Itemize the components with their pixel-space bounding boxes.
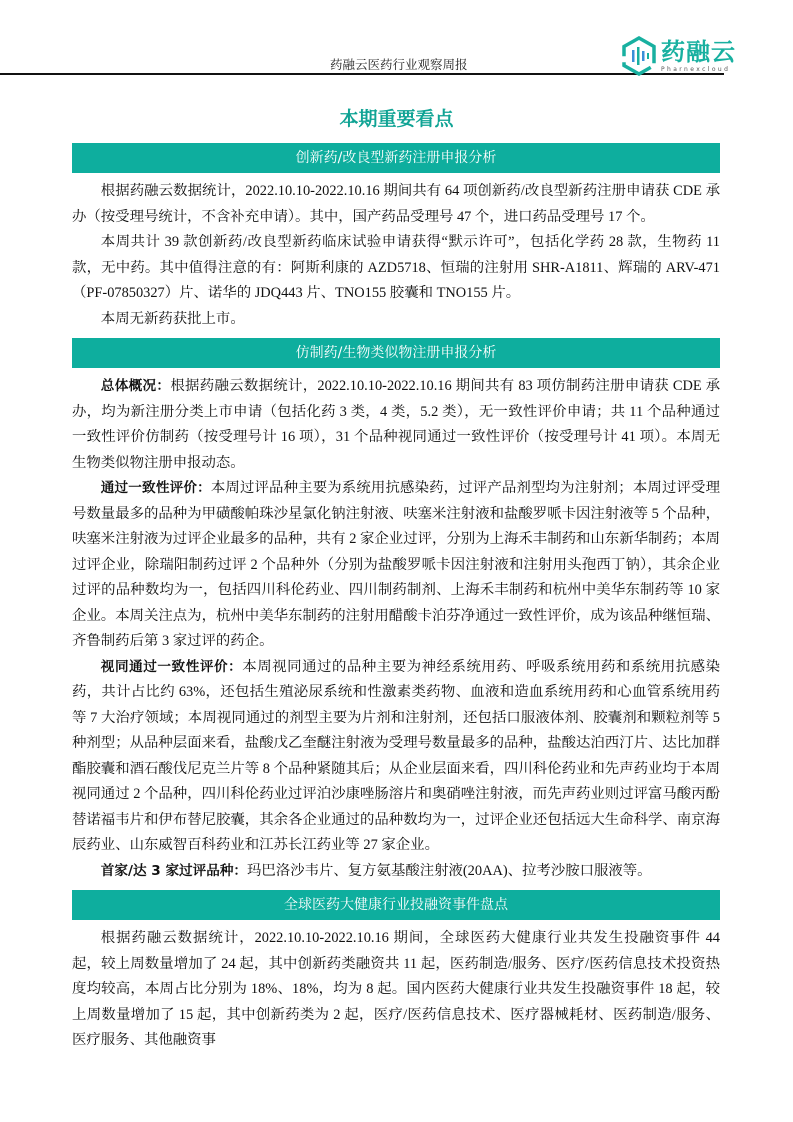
report-body xyxy=(72,143,720,1060)
section-heading: 全球医药大健康行业投融资事件盘点 xyxy=(72,890,720,920)
logo-name: 药融云 xyxy=(661,38,736,66)
paragraph-lead: 首家/达 3 家过评品种： xyxy=(100,862,248,879)
paragraph-text: 根据药融云数据统计，2022.10.10-2022.10.16 期间共有 83 项仿制药注册申请获 CDE 承办，均为新注册分类上市申请（包括化药 3 类，4 类，5.2 类），无一致性评价申请；共 11 个品种通过一致性评价仿制药（按受理号计 16 项），31 个品种视同通过一致性评价（按受理号计 41 项）。本周无生物类似物注册申报动态。 xyxy=(72,378,720,471)
section-innovative-drugs xyxy=(72,143,720,332)
section-heading: 创新药/改良型新药注册申报分析 xyxy=(72,143,720,173)
brand-logo xyxy=(621,36,736,76)
paragraph-text: 本周视同通过的品种主要为神经系统用药、呼吸系统用药和系统用抗感染药，共计占比约 63%，还包括生殖泌尿系统和性激素类药物、血液和造血系统用药和心血管系统用药等 7 大治疗领域；本周视同通过的剂型主要为片剂和注射剂，还包括口服液体剂、胶囊剂和颗粒剂等 5 种剂型；从品种层面来看，盐酸戊乙奎醚注射液为受理号数量最多的品种，盐酸达泊西汀片、达比加群酯胶囊和酒石酸伐尼克兰片等 8 个品种紧随其后；从企业层面来看，四川科伦药业和先声药业均于本周视同通过 2 个品种，四川科伦药业过评泊沙康唑肠溶片和奥硝唑注射液，而先声药业则过评富马酸丙酚替诺福韦片和伊布替尼胶囊，其余各企业通过的品种数均为一，过评企业还包括远大生命科学、南京海辰药业、山东威智百科药业和江苏长江药业等 27 家企业。 xyxy=(72,658,721,853)
paragraph: 本周共计 39 款创新药/改良型新药临床试验申请获得“默示许可”，包括化学药 28 款，生物药 11 款，无中药。其中值得注意的有：阿斯利康的 AZD5718、恒瑞的注射用 SHR-A1811、辉瑞的 ARV-471（PF-07850327）片、诺华的 JDQ443 片、TNO155 胶囊和 TNO155 片。 xyxy=(72,234,720,301)
paragraph xyxy=(72,859,720,885)
section-heading: 仿制药/生物类似物注册申报分析 xyxy=(72,338,720,368)
header-rule xyxy=(0,73,724,75)
paragraph xyxy=(72,655,720,859)
paragraph: 根据药融云数据统计，2022.10.10-2022.10.16 期间共有 64 项创新药/改良型新药注册申请获 CDE 承办（按受理号统计，不含补充申请）。其中，国产药品受理号 47 个，进口药品受理号 17 个。 xyxy=(72,183,720,225)
logo-hexagon-icon xyxy=(621,36,657,76)
paragraph-lead: 总体概况： xyxy=(100,378,171,394)
paragraph xyxy=(72,374,720,476)
logo-subtitle: Pharnexcloud xyxy=(661,66,731,73)
section-generic-drugs xyxy=(72,338,720,884)
section-investment xyxy=(72,890,720,1054)
paragraph-lead: 通过一致性评价： xyxy=(100,480,211,496)
paragraph xyxy=(72,476,720,655)
paragraph-lead: 视同通过一致性评价： xyxy=(100,658,243,675)
page-title: 本期重要看点 xyxy=(339,108,454,130)
paragraph-text: 玛巴洛沙韦片、复方氨基酸注射液(20AA)、拉考沙胺口服液等。 xyxy=(247,862,652,879)
paragraph-text: 本周过评品种主要为系统用抗感染药，过评产品剂型均为注射剂；本周过评受理号数量最多的品种为甲磺酸帕珠沙星氯化钠注射液、呋塞米注射液和盐酸罗哌卡因注射液等 5 个品种，呋塞米注射液为过评企业最多的品种，共有 2 家企业过评，分别为上海禾丰制药和山东新华制药；本周过评企业，除瑞阳制药过评 2 个品种外（分别为盐酸罗哌卡因注射液和注射用头孢西丁钠），其余企业过评的品种数均为一，包括四川科伦药业、四川制药制剂、上海禾丰制药和杭州中美华东制药等 10 家企业。本周关注点为，杭州中美华东制药的注射用醋酸卡泊芬净通过一致性评价，成为该品种继恒瑞、齐鲁制药后第 3 家过评的药企。 xyxy=(72,480,720,649)
paragraph: 本周无新药获批上市。 xyxy=(100,310,245,327)
report-header-title: 药融云医药行业观察周报 xyxy=(330,58,468,72)
paragraph: 根据药融云数据统计，2022.10.10-2022.10.16 期间，全球医药大健康行业共发生投融资事件 44 起，较上周数量增加了 24 起，其中创新药类融资共 11 起，医药制造/服务、医疗/医药信息技术投资热度均较高，本周占比分别为 18%、18%，均为 8 起。国内医药大健康行业共发生投融资事件 18 起，较上周数量增加了 15 起，其中创新药类为 2 起，医疗/医药信息技术、医疗器械耗材、医药制造/服务、医疗服务、其他融资事 xyxy=(72,930,720,1048)
